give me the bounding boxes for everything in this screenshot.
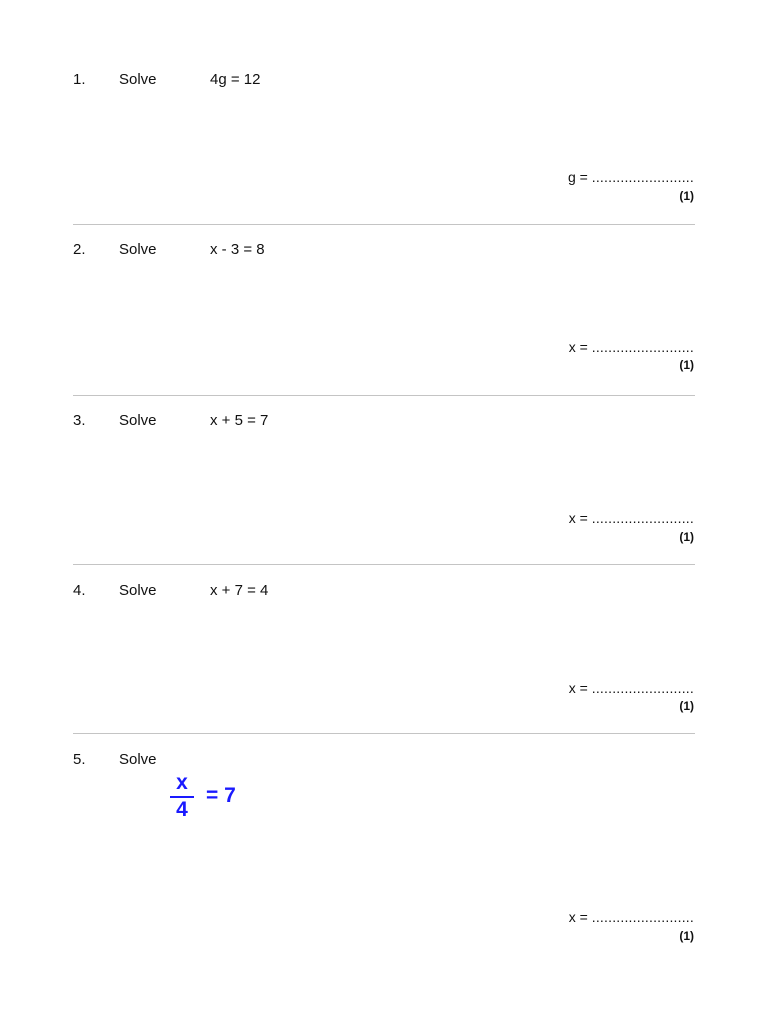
question-number: 3. [73, 412, 86, 429]
question-number: 1. [73, 71, 86, 88]
answer-line[interactable] [569, 909, 694, 925]
answer-line[interactable] [568, 169, 694, 185]
answer-line[interactable] [569, 339, 694, 355]
marks-label: (1) [679, 699, 694, 713]
question-equation: x + 7 = 4 [210, 582, 269, 599]
answer-dots: ......................... [591, 680, 694, 696]
answer-line[interactable] [569, 680, 694, 696]
answer-dots: ......................... [591, 169, 694, 185]
marks-label: (1) [679, 929, 694, 943]
question-divider [73, 564, 695, 565]
answer-dots: ......................... [591, 339, 694, 355]
fraction-denominator: 4 [176, 798, 188, 821]
question-number: 2. [73, 241, 86, 258]
question-instruction: Solve [119, 71, 157, 88]
marks-label: (1) [679, 189, 694, 203]
fraction [168, 772, 196, 821]
answer-label: x = [568, 339, 592, 355]
answer-dots: ......................... [591, 510, 694, 526]
question-equation: x - 3 = 8 [210, 241, 265, 258]
marks-label: (1) [679, 358, 694, 372]
question-divider [73, 395, 695, 396]
question-equation: 4g = 12 [210, 71, 261, 88]
question-divider [73, 224, 695, 225]
answer-label: g = [568, 169, 592, 185]
question-number: 4. [73, 582, 86, 599]
question-instruction: Solve [119, 412, 157, 429]
answer-label: x = [568, 909, 592, 925]
question-instruction: Solve [119, 582, 157, 599]
fraction-equals-value: = 7 [206, 784, 236, 807]
answer-line[interactable] [569, 510, 694, 526]
fraction-numerator: x [176, 771, 188, 794]
answer-label: x = [568, 510, 592, 526]
question-number: 5. [73, 751, 86, 768]
answer-label: x = [568, 680, 592, 696]
answer-dots: ......................... [591, 909, 694, 925]
question-equation: x + 5 = 7 [210, 412, 269, 429]
question-instruction: Solve [119, 241, 157, 258]
question-divider [73, 733, 695, 734]
marks-label: (1) [679, 530, 694, 544]
question-instruction: Solve [119, 751, 157, 768]
